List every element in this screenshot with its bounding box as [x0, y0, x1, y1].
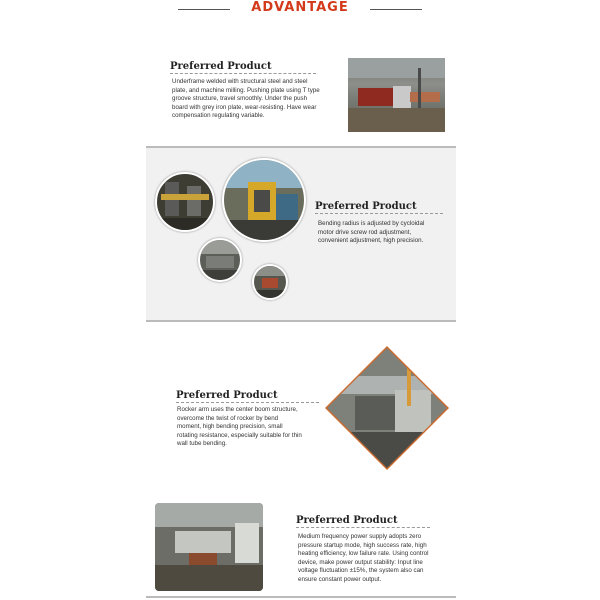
header-title: ADVANTAGE — [251, 0, 349, 15]
section2-photo-small-left — [198, 238, 242, 282]
section2-photo-large-right — [222, 158, 306, 242]
bottom-divider — [146, 596, 456, 598]
section2-photo-small-right — [252, 264, 288, 300]
section2-title: Preferred Product — [315, 201, 417, 212]
section2-photo-large-left — [155, 172, 215, 232]
section3-photo-diamond — [325, 346, 449, 470]
section1-description: Underframe welded with structural steel and steel plate, and machine milling. Pushing plate using T type groove structure, travel smoothly. Under the push board with grey iron plate, wear-resisting. Have wear compensation regulating variable. — [172, 78, 320, 120]
section4-photo — [155, 503, 263, 591]
section3-title-divider — [176, 402, 319, 403]
section4-title: Preferred Product — [296, 515, 398, 526]
section4-title-divider — [296, 527, 430, 528]
section3-description: Rocker arm uses the center boom structure, overcome the twist of rocker by bend moment, high bending precision, small rotating resistance, especially suitable for thin wall tube bending. — [177, 406, 302, 448]
section1-title-divider — [170, 73, 316, 74]
section3-title: Preferred Product — [176, 390, 278, 401]
section1-title: Preferred Product — [170, 61, 272, 72]
section1-photo — [348, 58, 445, 132]
section2-title-divider — [315, 213, 443, 214]
section2-description: Bending radius is adjusted by cycloidal motor drive screw rod adjustment, convenient adjustment, high precision. — [318, 220, 425, 245]
section4-description: Medium frequency power supply adopts zero pressure startup mode, high success rate, high heating efficiency, low failure rate. Using control device, make power output stability: Input line voltage fluctuation ±15%, the system also can ensure constant power output. — [298, 533, 429, 583]
